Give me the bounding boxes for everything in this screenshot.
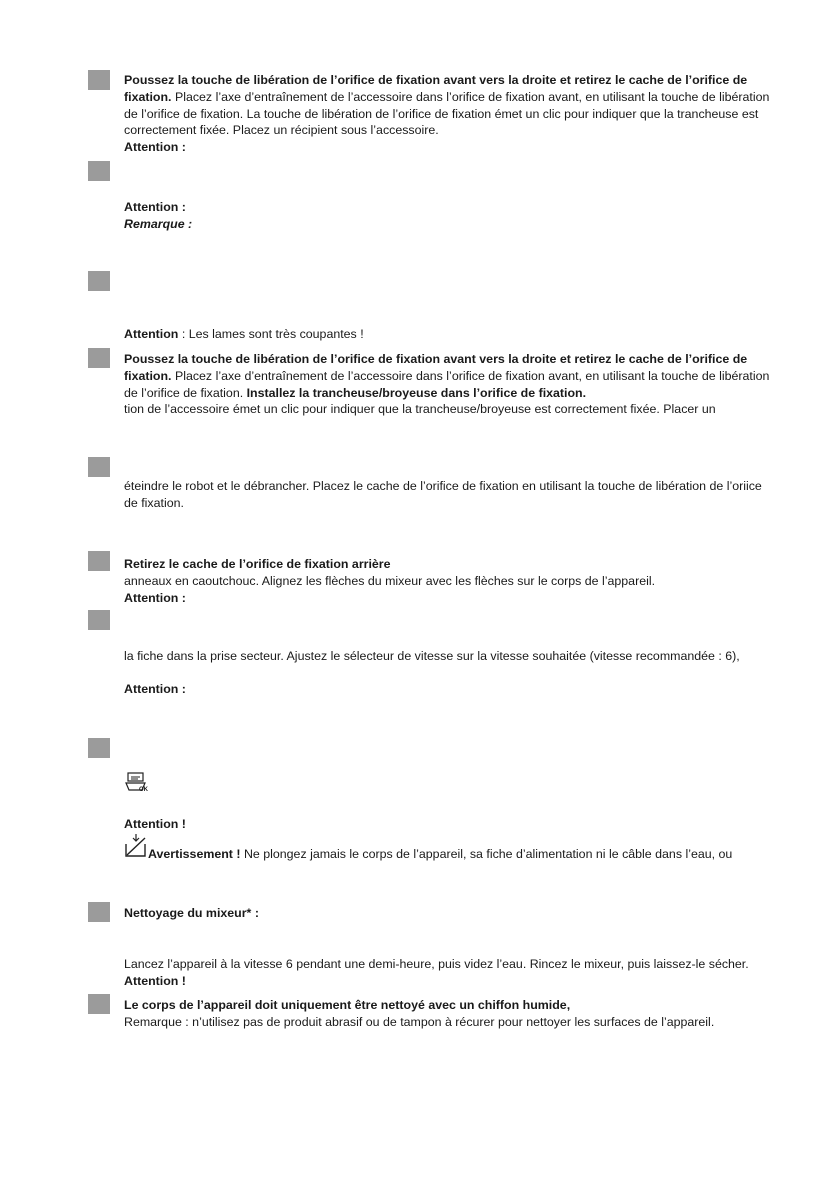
section-10: [124, 997, 774, 1031]
step-marker: [88, 70, 110, 90]
section-5-text: éteindre le robot et le débrancher. Placez le cache de l’orifice de fixation en utilisant la touche de libération de l’oriice de fixation.: [124, 479, 762, 510]
section-8-attention: Attention !: [124, 817, 186, 831]
section-4-line: tion de l’accessoire émet un clic pour indiquer que la trancheuse/broyeuse est correctement fixée. Placer un: [124, 402, 716, 417]
step-marker: [88, 738, 110, 758]
section-1-attention: Attention :: [124, 140, 186, 155]
section-3-text: : Les lames sont très coupantes !: [178, 327, 364, 341]
step-marker: [88, 161, 110, 181]
section-9-text: Lancez l’appareil à la vitesse 6 pendant une demi-heure, puis videz l’eau. Rincez le mixeur, puis laissez-le sécher.: [124, 956, 749, 971]
section-6: [124, 556, 774, 606]
step-marker: [88, 271, 110, 291]
step-marker: [88, 348, 110, 368]
section-7-text: la fiche dans la prise secteur. Ajustez le sélecteur de vitesse sur la vitesse souhaitée (vitesse recommandée : 6),: [124, 649, 740, 663]
section-8: [124, 772, 774, 863]
section-3-paragraph: [124, 326, 774, 343]
section-9-heading: Nettoyage du mixeur* :: [124, 906, 259, 920]
section-10-text: Remarque : n’utilisez pas de produit abrasif ou de tampon à récurer pour nettoyer les surfaces de l’appareil.: [124, 1014, 715, 1029]
section-4-heading: Poussez la touche de libération de l’orifice de fixation avant vers la droite et retirez le cache de l’orifice de fixation.: [124, 352, 748, 383]
section-4-paragraph: [124, 351, 774, 401]
section-7-attention: Attention :: [124, 681, 186, 696]
step-marker: [88, 994, 110, 1014]
section-8-warning-label: Avertissement !: [148, 846, 241, 861]
section-4: [124, 351, 774, 418]
section-9: [124, 905, 774, 989]
dishwasher-ok-icon: [124, 772, 150, 796]
step-marker: [88, 551, 110, 571]
section-4-bold-text: Installez la trancheuse/broyeuse dans l’orifice de fixation.: [246, 385, 587, 400]
section-8-warning: [124, 834, 774, 863]
section-2-remarque: Remarque :: [124, 216, 193, 231]
section-1-heading: Poussez la touche de libération de l’orifice de fixation avant vers la droite et retirez le cache de l’orifice de fixation.: [124, 73, 748, 104]
section-4-text: Placez l’axe d’entraînement de l’accessoire dans l’orifice de fixation avant, en utilisant la touche de libération de l’orifice de fixation.: [124, 368, 770, 400]
step-marker: [88, 610, 110, 630]
dishwasher-ok-label: OK: [139, 787, 148, 793]
section-1-text: Placez l’axe d’entraînement de l’accessoire dans l’orifice de fixation avant, en utilisant la touche de libération de l’orifice de fixation. La touche de libération de l’orifice de fixation émet un clic pour indiquer que la trancheuse est correctement fixée. Placez un récipient sous l’accessoire.: [124, 89, 770, 138]
section-7: [124, 648, 774, 698]
section-9-attention: Attention !: [124, 973, 186, 988]
section-2-attention: Attention :: [124, 200, 186, 214]
section-1-paragraph: [124, 72, 774, 139]
section-10-heading: Le corps de l’appareil doit uniquement être nettoyé avec un chiffon humide,: [124, 998, 571, 1012]
step-marker: [88, 457, 110, 477]
section-6-attention: Attention :: [124, 590, 186, 605]
section-2: [124, 199, 774, 233]
section-5: [124, 478, 774, 512]
section-8-warning-text: Ne plongez jamais le corps de l’appareil, sa fiche d’alimentation ni le câble dans l’eau, ou: [240, 846, 733, 861]
section-3-attention: Attention: [124, 327, 179, 341]
section-1: [124, 72, 774, 156]
section-6-text: anneaux en caoutchouc. Alignez les flèches du mixeur avec les flèches sur le corps de l’appareil.: [124, 573, 656, 588]
section-6-heading: Retirez le cache de l’orifice de fixation arrière: [124, 557, 391, 571]
section-3: [124, 326, 774, 343]
no-immersion-icon: [124, 834, 148, 863]
step-marker: [88, 902, 110, 922]
